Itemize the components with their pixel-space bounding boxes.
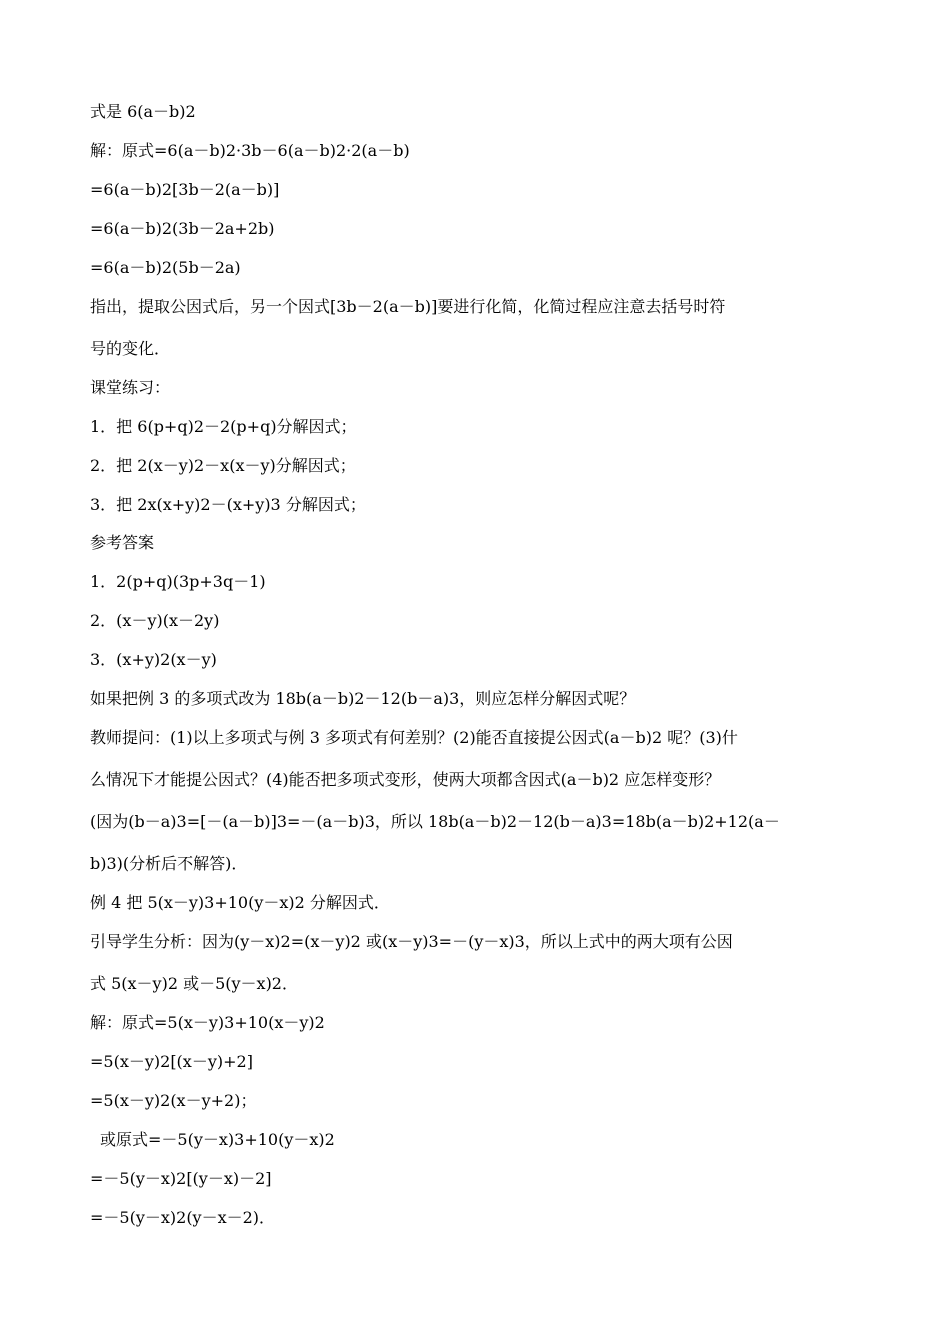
text-line-28: =－5(y－x)2[(y－x)－2]	[90, 1169, 272, 1188]
text-line-2: 解：原式=6(a－b)2·3b－6(a－b)2·2(a－b)	[90, 141, 410, 160]
text-line-7: 号的变化．	[90, 339, 171, 358]
text-line-20: b)3)(分析后不解答)．	[90, 854, 248, 873]
text-line-18: 么情况下才能提公因式？(4)能否把多项式变形，使两大项都含因式(a－b)2 应怎样变形？	[90, 770, 721, 789]
text-line-23: 式 5(x－y)2 或－5(y－x)2．	[90, 974, 298, 993]
text-line-24: 解：原式=5(x－y)3+10(x－y)2	[90, 1013, 325, 1032]
text-line-25: =5(x－y)2[(x－y)+2]	[90, 1052, 253, 1071]
text-line-22: 引导学生分析：因为(y－x)2=(x－y)2 或(x－y)3=－(y－x)3，所以上式中的两大项有公因	[90, 932, 733, 951]
text-line-9: 1．把 6(p+q)2－2(p+q)分解因式；	[90, 417, 357, 436]
text-line-10: 2．把 2(x－y)2－x(x－y)分解因式；	[90, 456, 356, 475]
text-line-11: 3．把 2x(x+y)2－(x+y)3 分解因式；	[90, 495, 366, 514]
text-line-3: =6(a－b)2[3b－2(a－b)]	[90, 180, 280, 199]
text-line-13: 1．2(p+q)(3p+3q－1)	[90, 572, 266, 591]
text-line-14: 2．(x－y)(x－2y)	[90, 611, 220, 630]
text-line-6: 指出，提取公因式后，另一个因式[3b－2(a－b)]要进行化简，化简过程应注意去括号时符	[90, 297, 726, 316]
text-line-15: 3．(x+y)2(x－y)	[90, 650, 217, 669]
text-line-29: =－5(y－x)2(y－x－2)．	[90, 1208, 276, 1227]
text-line-26: =5(x－y)2(x－y+2)；	[90, 1091, 257, 1110]
text-line-17: 教师提问：(1)以上多项式与例 3 多项式有何差别？(2)能否直接提公因式(a－b)2 呢？(3)什	[90, 728, 738, 747]
text-line-21: 例 4 把 5(x－y)3+10(y－x)2 分解因式．	[90, 893, 390, 912]
text-line-27: 或原式=－5(y－x)3+10(y－x)2	[100, 1130, 335, 1149]
text-line-8: 课堂练习：	[90, 378, 171, 397]
text-line-12: 参考答案	[90, 533, 155, 552]
text-line-4: =6(a－b)2(3b－2a+2b)	[90, 219, 275, 238]
text-line-5: =6(a－b)2(5b－2a)	[90, 258, 241, 277]
text-line-19: (因为(b－a)3=[－(a－b)]3=－(a－b)3，所以 18b(a－b)2－12(b－a)3=18b(a－b)2+12(a－	[90, 812, 780, 831]
text-line-16: 如果把例 3 的多项式改为 18b(a－b)2－12(b－a)3，则应怎样分解因式呢？	[90, 689, 636, 708]
text-line-1: 式是 6(a－b)2	[90, 102, 196, 121]
